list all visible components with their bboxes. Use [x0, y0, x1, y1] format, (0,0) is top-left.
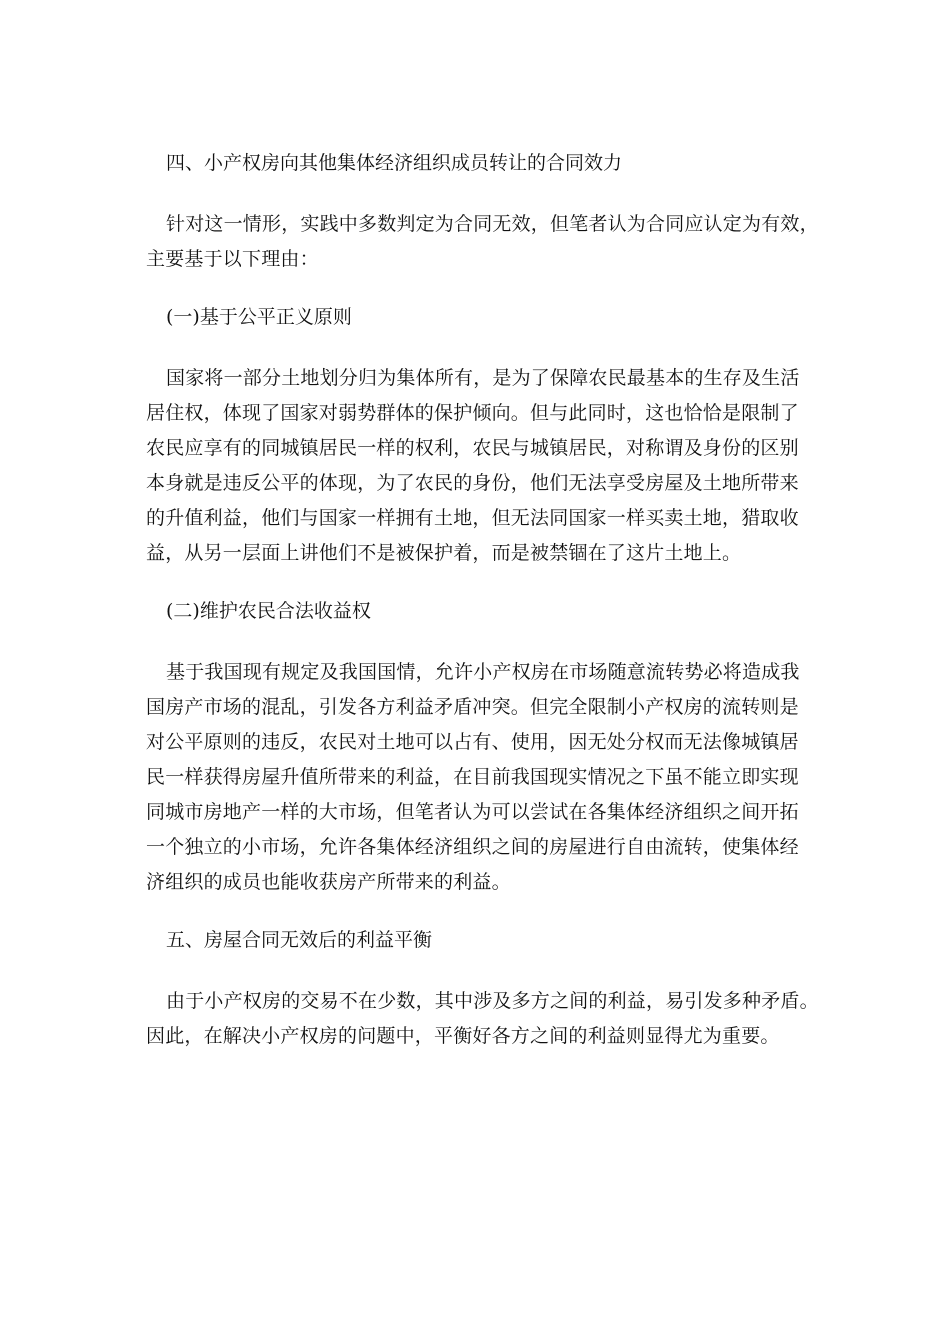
paragraph-line: 民一样获得房屋升值所带来的利益，在目前我国现实情况之下虽不能立即实现	[146, 766, 799, 788]
paragraph-line: 一个独立的小市场，允许各集体经济组织之间的房屋进行自由流转，使集体经	[146, 836, 799, 858]
paragraph-line: 益，从另一层面上讲他们不是被保护着，而是被禁锢在了这片土地上。	[146, 542, 742, 564]
subheading-4-2	[146, 594, 816, 629]
paragraph-line: 居住权，体现了国家对弱势群体的保护倾向。但与此同时，这也恰恰是限制了	[146, 402, 799, 424]
paragraph-line: 主要基于以下理由：	[146, 248, 319, 270]
paragraph-3	[146, 655, 816, 900]
paragraph-line: 针对这一情形，实践中多数判定为合同无效，但笔者认为合同应认定为有效，	[166, 213, 819, 235]
paragraph-line: 由于小产权房的交易不在少数，其中涉及多方之间的利益，易引发多种矛盾。	[166, 990, 819, 1012]
paragraph-line: 济组织的成员也能收获房产所带来的利益。	[146, 871, 511, 893]
paragraph-2	[146, 361, 816, 571]
paragraph-line: 本身就是违反公平的体现，为了农民的身份，他们无法享受房屋及土地所带来	[146, 472, 799, 494]
paragraph-line: 对公平原则的违反，农民对土地可以占有、使用，因无处分权而无法像城镇居	[146, 731, 799, 753]
heading-line: 五、房屋合同无效后的利益平衡	[166, 929, 433, 951]
document-body	[146, 146, 819, 1077]
paragraph-line: 因此，在解决小产权房的问题中，平衡好各方之间的利益则显得尤为重要。	[146, 1025, 780, 1047]
paragraph-1	[146, 207, 819, 277]
section-heading-5	[146, 923, 816, 958]
paragraph-4	[146, 984, 819, 1054]
heading-line: 四、小产权房向其他集体经济组织成员转让的合同效力	[166, 152, 623, 174]
subheading-line: (二)维护农民合法收益权	[166, 600, 371, 622]
paragraph-line: 同城市房地产一样的大市场，但笔者认为可以尝试在各集体经济组织之间开拓	[146, 801, 799, 823]
paragraph-line: 农民应享有的同城镇居民一样的权利，农民与城镇居民，对称谓及身份的区别	[146, 437, 799, 459]
subheading-line: (一)基于公平正义原则	[166, 306, 352, 328]
paragraph-line: 的升值利益，他们与国家一样拥有土地，但无法同国家一样买卖土地，猎取收	[146, 507, 799, 529]
paragraph-line: 基于我国现有规定及我国国情，允许小产权房在市场随意流转势必将造成我	[166, 661, 800, 683]
section-heading-4	[146, 146, 816, 181]
paragraph-line: 国家将一部分土地划分归为集体所有，是为了保障农民最基本的生存及生活	[166, 367, 800, 389]
paragraph-line: 国房产市场的混乱，引发各方利益矛盾冲突。但完全限制小产权房的流转则是	[146, 696, 799, 718]
subheading-4-1	[146, 300, 816, 335]
